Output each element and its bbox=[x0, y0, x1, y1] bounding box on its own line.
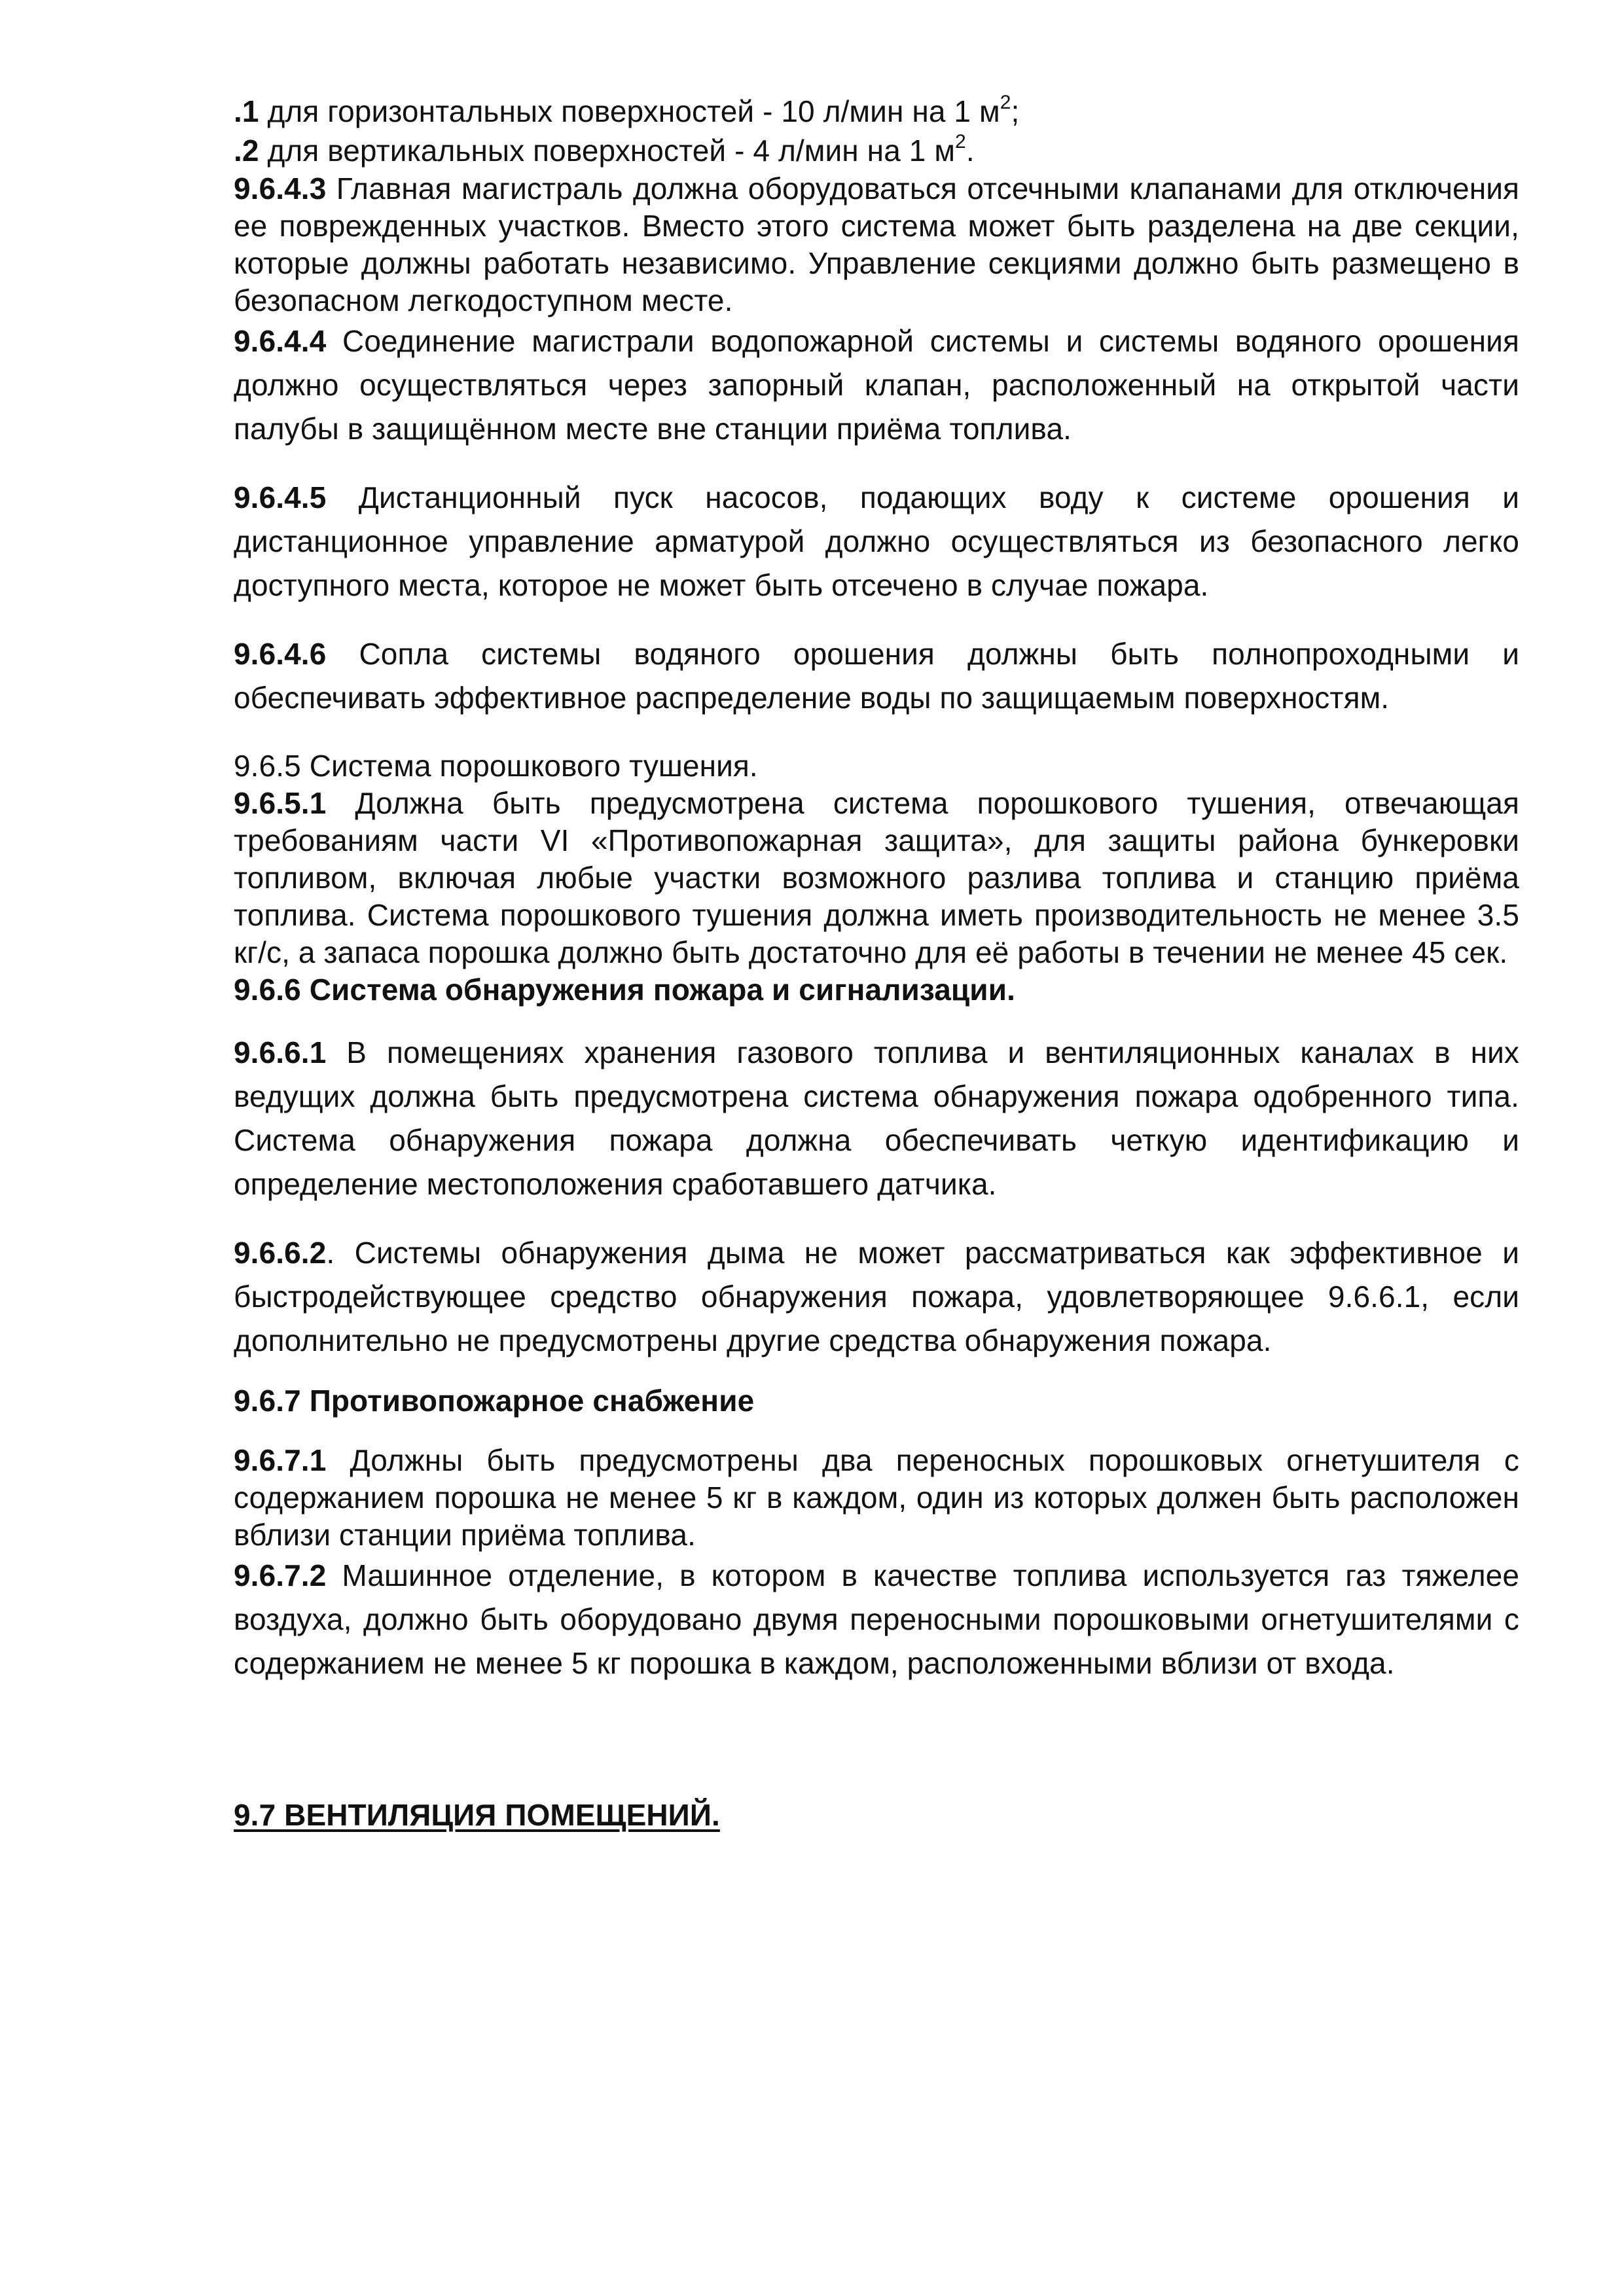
document-page bbox=[234, 92, 1519, 1834]
list-item bbox=[234, 92, 1519, 131]
superscript: 2 bbox=[1000, 92, 1011, 113]
clause-number: 9.6.7.1 bbox=[234, 1443, 327, 1477]
heading-9-6-6: 9.6.6 Система обнаружения пожара и сигнализации. bbox=[234, 973, 1015, 1007]
clause-9-6-4-3 bbox=[234, 170, 1519, 319]
clause-number: 9.6.7.2 bbox=[234, 1558, 327, 1592]
clause-text: Должна быть предусмотрена система порошкового тушения, отвечающая требованиям части VI «Противопожарная защита», для защиты района бункеровки топливом, включая любые участки возможного разлива топлива и станцию приёма топлива. Система порошкового тушения должна иметь производительность не менее 3.5 кг/с, а запаса порошка должно быть достаточно для её работы в течении не менее 45 сек. bbox=[234, 786, 1519, 969]
clause-number: 9.6.4.5 bbox=[234, 480, 327, 514]
clause-9-6-7-2 bbox=[234, 1554, 1519, 1685]
clause-number: 9.6.4.6 bbox=[234, 637, 327, 671]
heading-9-6-7: 9.6.7 Противопожарное снабжение bbox=[234, 1384, 755, 1418]
clause-text: Машинное отделение, в котором в качестве топлива используется газ тяжелее воздуха, должно быть оборудовано двумя переносными порошковыми огнетушителями с содержанием не менее 5 кг порошка в каждом, расположенными вблизи от входа. bbox=[234, 1558, 1519, 1680]
item-tail: ; bbox=[1011, 94, 1020, 128]
section-title-9-7 bbox=[234, 1797, 1519, 1834]
clause-text: . Системы обнаружения дыма не может рассматриваться как эффективное и быстродействующее средство обнаружения пожара, удовлетворяющее 9.6.6.1, если дополнительно не предусмотрены другие средства обнаружения пожара. bbox=[234, 1236, 1519, 1357]
item-text: для горизонтальных поверхностей - 10 л/мин на 1 м bbox=[259, 94, 1000, 128]
clause-text: Соединение магистрали водопожарной системы и системы водяного орошения должно осуществляться через запорный клапан, расположенный на открытой части палубы в защищённом месте вне станции приёма топлива. bbox=[234, 324, 1519, 446]
clause-text: Должны быть предусмотрены два переносных порошковых огнетушителя с содержанием порошка не менее 5 кг в каждом, один из которых должен быть расположен вблизи станции приёма топлива. bbox=[234, 1443, 1519, 1552]
item-number: .2 bbox=[234, 134, 259, 168]
clause-text: В помещениях хранения газового топлива и вентиляционных каналах в них ведущих должна быть предусмотрена система обнаружения пожара одобренного типа. Система обнаружения пожара должна обеспечивать четкую идентификацию и определение местоположения сработавшего датчика. bbox=[234, 1035, 1519, 1201]
subsection-9-6-5 bbox=[234, 747, 1519, 785]
clause-number: 9.6.6.1 bbox=[234, 1035, 327, 1069]
section-title-text: 9.7 ВЕНТИЛЯЦИЯ ПОМЕЩЕНИЙ. bbox=[234, 1798, 720, 1832]
item-text: для вертикальных поверхностей - 4 л/мин на 1 м bbox=[259, 134, 956, 168]
subsection-text: 9.6.5 Система порошкового тушения. bbox=[234, 749, 758, 783]
item-tail: . bbox=[965, 134, 975, 168]
clause-number: 9.6.5.1 bbox=[234, 786, 327, 820]
clause-9-6-5-1 bbox=[234, 785, 1519, 971]
clause-number: 9.6.4.4 bbox=[234, 324, 327, 358]
clause-number: 9.6.6.2 bbox=[234, 1236, 327, 1270]
clause-number: 9.6.4.3 bbox=[234, 171, 327, 206]
clause-9-6-6-1 bbox=[234, 1031, 1519, 1206]
item-number: .1 bbox=[234, 94, 259, 128]
clause-9-6-4-4 bbox=[234, 319, 1519, 451]
list-item bbox=[234, 131, 1519, 170]
clause-9-6-6-2 bbox=[234, 1231, 1519, 1363]
clause-text: Сопла системы водяного орошения должны быть полнопроходными и обеспечивать эффективное распределение воды по защищаемым поверхностям. bbox=[234, 637, 1519, 715]
clause-text: Главная магистраль должна оборудоваться отсечными клапанами для отключения ее поврежденных участков. Вместо этого система может быть разделена на две секции, которые должны работать независимо. Управление секциями должно быть размещено в безопасном легкодоступном месте. bbox=[234, 171, 1519, 317]
clause-text: Дистанционный пуск насосов, подающих воду к системе орошения и дистанционное управление арматурой должно осуществляться из безопасного легко доступного места, которое не может быть отсечено в случае пожара. bbox=[234, 480, 1519, 602]
superscript: 2 bbox=[955, 131, 966, 152]
clause-9-6-7-1 bbox=[234, 1442, 1519, 1554]
clause-9-6-4-6 bbox=[234, 632, 1519, 720]
clause-9-6-4-5 bbox=[234, 476, 1519, 607]
